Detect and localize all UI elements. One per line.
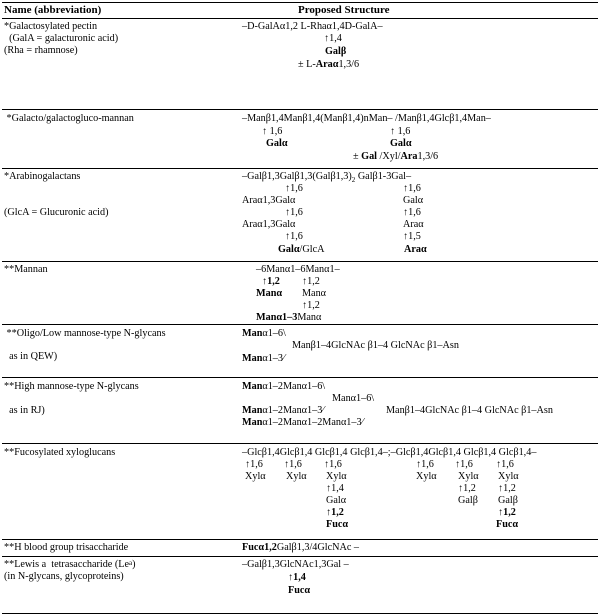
structure-line: ↑1,6 bbox=[324, 459, 342, 470]
structure-line: ↑1,2 bbox=[326, 507, 344, 518]
structure-line: Galα bbox=[390, 138, 412, 149]
structure-line: Galβ bbox=[458, 495, 478, 506]
table-row bbox=[2, 169, 598, 262]
structure-line: ↑1,6 bbox=[285, 183, 303, 194]
structure-line: Manβ1–4GlcNAc β1–4 GlcNAc β1–Asn bbox=[292, 340, 459, 351]
structure-line: Manα bbox=[256, 288, 283, 299]
compound-name-line: **Fucosylated xyloglucans bbox=[4, 447, 116, 458]
structure-line: –Manβ1,4Manβ1,4(Manβ1,4)nMan– /Manβ1,4Glcβ1,4Man– bbox=[242, 113, 491, 124]
structure-line: ↑1,6 bbox=[455, 459, 473, 470]
structure-line: ↑1,5 bbox=[403, 231, 421, 242]
compound-name-line: **Mannan bbox=[4, 264, 48, 275]
structure-line: Galα bbox=[403, 195, 424, 206]
structure-line: Araα bbox=[403, 219, 424, 230]
structure-line: Araα1,3Galα bbox=[242, 219, 296, 230]
compound-name-line: (GalA = galacturonic acid) bbox=[4, 33, 119, 44]
compound-name-line: **H blood group trisaccharide bbox=[4, 542, 129, 553]
table-row bbox=[2, 262, 598, 325]
compound-name-line: as in QEW) bbox=[4, 351, 58, 362]
structure-line: Xylα bbox=[245, 471, 266, 482]
structure-line: Xylα bbox=[416, 471, 437, 482]
structure-line: ↑1,6 bbox=[285, 207, 303, 218]
structure-line: ↑1,6 bbox=[403, 207, 421, 218]
compound-name-line: **High mannose-type N-glycans bbox=[4, 381, 139, 392]
compound-name-line: *Galactosylated pectin bbox=[4, 21, 98, 32]
structure-line: Fucα bbox=[496, 519, 519, 530]
structure-line: ↑1,6 bbox=[284, 459, 302, 470]
structure-line: –Glcβ1,4Glcβ1,4 Glcβ1,4 Glcβ1,4–;–Glcβ1,4Glcβ1,4 Glcβ1,4 Glcβ1,4– bbox=[242, 447, 537, 458]
structure-line: Manα bbox=[302, 288, 327, 299]
structure-line: Xylα bbox=[458, 471, 479, 482]
structure-line: Manα1–3⁄ bbox=[242, 353, 285, 364]
structure-line: Manα1–2Manα1–3⁄ bbox=[242, 405, 324, 416]
compound-name-line: *Arabinogalactans bbox=[4, 171, 81, 182]
structure-line: $-Gal\beta 1,3Gal\beta 1,3(Gal\beta 1,3)_2$ Galβ1-3Gal– bbox=[242, 171, 412, 185]
table-row bbox=[2, 540, 598, 557]
glycan-structure-table bbox=[2, 2, 598, 614]
structure-line: ↑1,2 bbox=[498, 483, 516, 494]
table-row bbox=[2, 110, 598, 169]
structure-line: ± Gal /Xyl/Ara1,3/6 bbox=[353, 151, 439, 162]
structure-line: Galα bbox=[326, 495, 347, 506]
table-row bbox=[2, 19, 598, 110]
compound-name-line: *Galacto/galactogluco-mannan bbox=[4, 113, 134, 124]
structure-line: Manα1–6\ bbox=[332, 393, 375, 404]
structure-line: Galβ bbox=[498, 495, 518, 506]
structure-line: ↑1,4 bbox=[324, 33, 342, 44]
compound-name-line: **Lewis a tetrasaccharide (Le$^a$) bbox=[4, 559, 136, 570]
table-header bbox=[2, 3, 598, 19]
structure-line: –6Manα1–6Manα1– bbox=[256, 264, 340, 275]
structure-line: ↑1,4 bbox=[326, 483, 344, 494]
structure-line: Manα1–2Manα1–2Manα1–3⁄ bbox=[242, 417, 364, 428]
structure-line: Galβ bbox=[325, 46, 347, 57]
table-row bbox=[2, 444, 598, 540]
structure-line: –Galβ1,3GlcNAc1,3Gal – bbox=[242, 559, 349, 570]
structure-line: Galα bbox=[266, 138, 288, 149]
structure-line: Manβ1–4GlcNAc β1–4 GlcNAc β1–Asn bbox=[386, 405, 553, 416]
structure-line: Xylα bbox=[498, 471, 519, 482]
structure-line: ± L-Araα1,3/6 bbox=[298, 59, 360, 70]
structure-line: Fucα bbox=[326, 519, 349, 530]
structure-line: Fucα bbox=[288, 585, 311, 596]
structure-line: Fucα1,2Galβ1,3/4GlcNAc – bbox=[242, 542, 359, 553]
structure-line: Xylα bbox=[326, 471, 347, 482]
structure-line: ↑1,2 bbox=[458, 483, 476, 494]
structure-line: ↑1,4 bbox=[288, 572, 306, 583]
structure-line: ↑1,6 bbox=[245, 459, 263, 470]
structure-line: ↑ 1,6 bbox=[390, 126, 411, 137]
structure-line: Manα1–6\ bbox=[242, 328, 286, 339]
compound-name-line: (in N-glycans, glycoproteins) bbox=[4, 571, 124, 582]
compound-name-line: (Rha = rhamnose) bbox=[4, 45, 78, 56]
structure-line: Araα bbox=[404, 244, 427, 255]
structure-line: ↑1,2 bbox=[262, 276, 280, 287]
structure-line: ↑ 1,6 bbox=[262, 126, 283, 137]
structure-line: Xylα bbox=[286, 471, 307, 482]
structure-line: Galα/GlcA bbox=[278, 244, 325, 255]
compound-name-line: (GlcA = Glucuronic acid) bbox=[4, 207, 109, 218]
structure-line: –D-GalAα1,2 L-Rhaα1,4D-GalA– bbox=[242, 21, 383, 32]
column-header-structure: Proposed Structure bbox=[298, 4, 390, 16]
compound-name-line: **Oligo/Low mannose-type N-glycans bbox=[4, 328, 166, 339]
structure-line: Manα1–3Manα bbox=[256, 312, 322, 323]
structure-line: ↑1,2 bbox=[498, 507, 516, 518]
table-row bbox=[2, 378, 598, 444]
table-row bbox=[2, 325, 598, 378]
structure-line: ↑1,6 bbox=[285, 231, 303, 242]
structure-line: Manα1–2Manα1–6\ bbox=[242, 381, 326, 392]
structure-line: Araα1,3Galα bbox=[242, 195, 296, 206]
table-row bbox=[2, 557, 598, 614]
structure-line: ↑1,6 bbox=[416, 459, 434, 470]
structure-line: ↑1,6 bbox=[403, 183, 421, 194]
compound-name-line: as in RJ) bbox=[4, 405, 45, 416]
structure-line: ↑1,2 bbox=[302, 300, 320, 311]
structure-line: ↑1,2 bbox=[302, 276, 320, 287]
column-header-name: Name (abbreviation) bbox=[4, 4, 102, 16]
structure-line: ↑1,6 bbox=[496, 459, 514, 470]
